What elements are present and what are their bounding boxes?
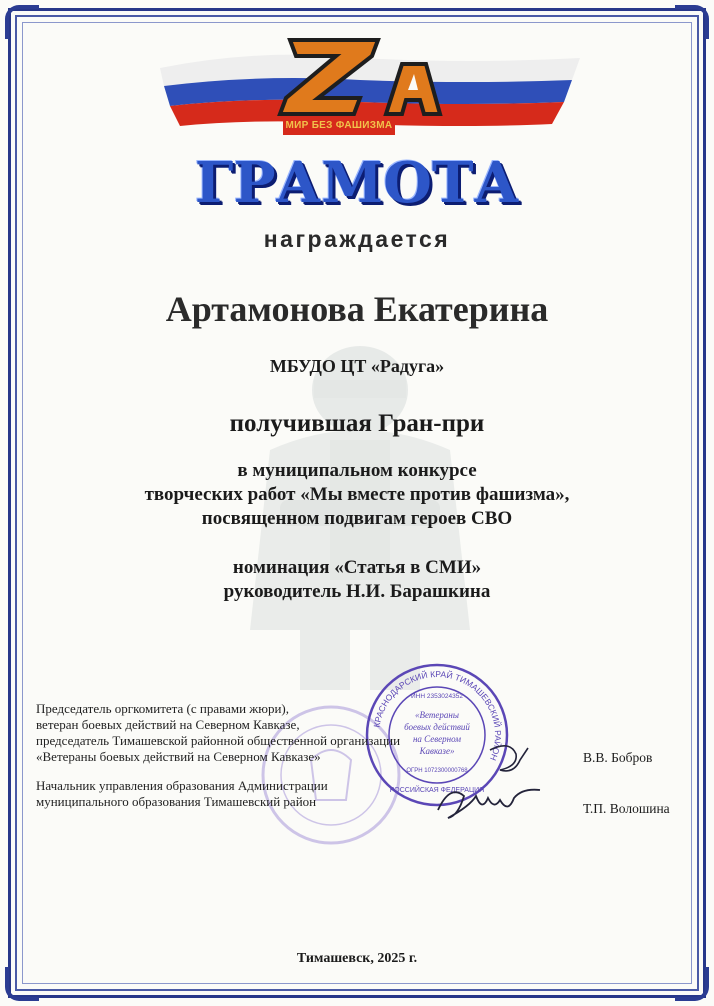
stamp-center-line: на Северном [412, 734, 462, 744]
stamp-center-line: боевых действий [404, 722, 470, 732]
signatory-name: В.В. Бобров [583, 750, 653, 765]
signatory-title-line: председатель Тимашевской районной общественной организации [36, 733, 401, 748]
signatory-title-line: ветеран боевых действий на Северном Кавказе, [36, 717, 300, 732]
supervisor-text: руководитель Н.И. Барашкина [223, 581, 491, 602]
footer-place-date: Тимашевск, 2025 г. [296, 951, 418, 966]
awarded-label: награждается [263, 226, 451, 252]
stamp-country: РОССИЙСКАЯ ФЕДЕРАЦИЯ [389, 787, 485, 794]
contest-description [0, 459, 714, 531]
stamp-center-line: Кавказе» [419, 746, 455, 756]
signatory-name: Т.П. Волошина [583, 801, 670, 816]
organization-name: МБУДО ЦТ «Радуга» [269, 356, 445, 376]
signatory-title-line: муниципального образования Тимашевский район [36, 794, 317, 809]
nomination-text: номинация «Статья в СМИ» [232, 557, 482, 578]
signatory-title-block [36, 778, 328, 810]
nomination-block [0, 556, 714, 604]
achievement-text: получившая Гран-при [229, 410, 485, 437]
corner-ornament [675, 967, 709, 1001]
signatory-title-line: Начальник управления образования Администрации [36, 778, 328, 793]
signatory-title-line: Председатель оргкомитета (с правами жюри), [36, 701, 290, 716]
logo-caption: МИР БЕЗ ФАШИЗМА [283, 117, 395, 135]
contest-line: посвященном подвигам героев СВО [201, 508, 513, 529]
certificate-title: ГРАМОТА [194, 150, 520, 216]
stamp-inn: ИНН 2353024352 [410, 693, 464, 700]
signatory-title-block [36, 701, 400, 765]
recipient-name: Артамонова Екатерина [165, 289, 549, 329]
signature-voloshina [430, 776, 550, 826]
corner-ornament [5, 5, 39, 39]
stamp-center-line: «Ветераны [415, 710, 459, 720]
signatory-title-line: «Ветераны боевых действий на Северном Кавказе» [36, 749, 321, 764]
contest-line: творческих работ «Мы вместе против фашизма», [144, 484, 570, 505]
stamp-outer-text: КРАСНОДАРСКИЙ КРАЙ ТИМАШЕВСКИЙ РАЙОН [371, 668, 504, 763]
corner-ornament [675, 5, 709, 39]
contest-line: в муниципальном конкурсе [237, 460, 477, 481]
stamp-ogrn: ОГРН 1072300000768 [406, 768, 468, 774]
corner-ornament [5, 967, 39, 1001]
